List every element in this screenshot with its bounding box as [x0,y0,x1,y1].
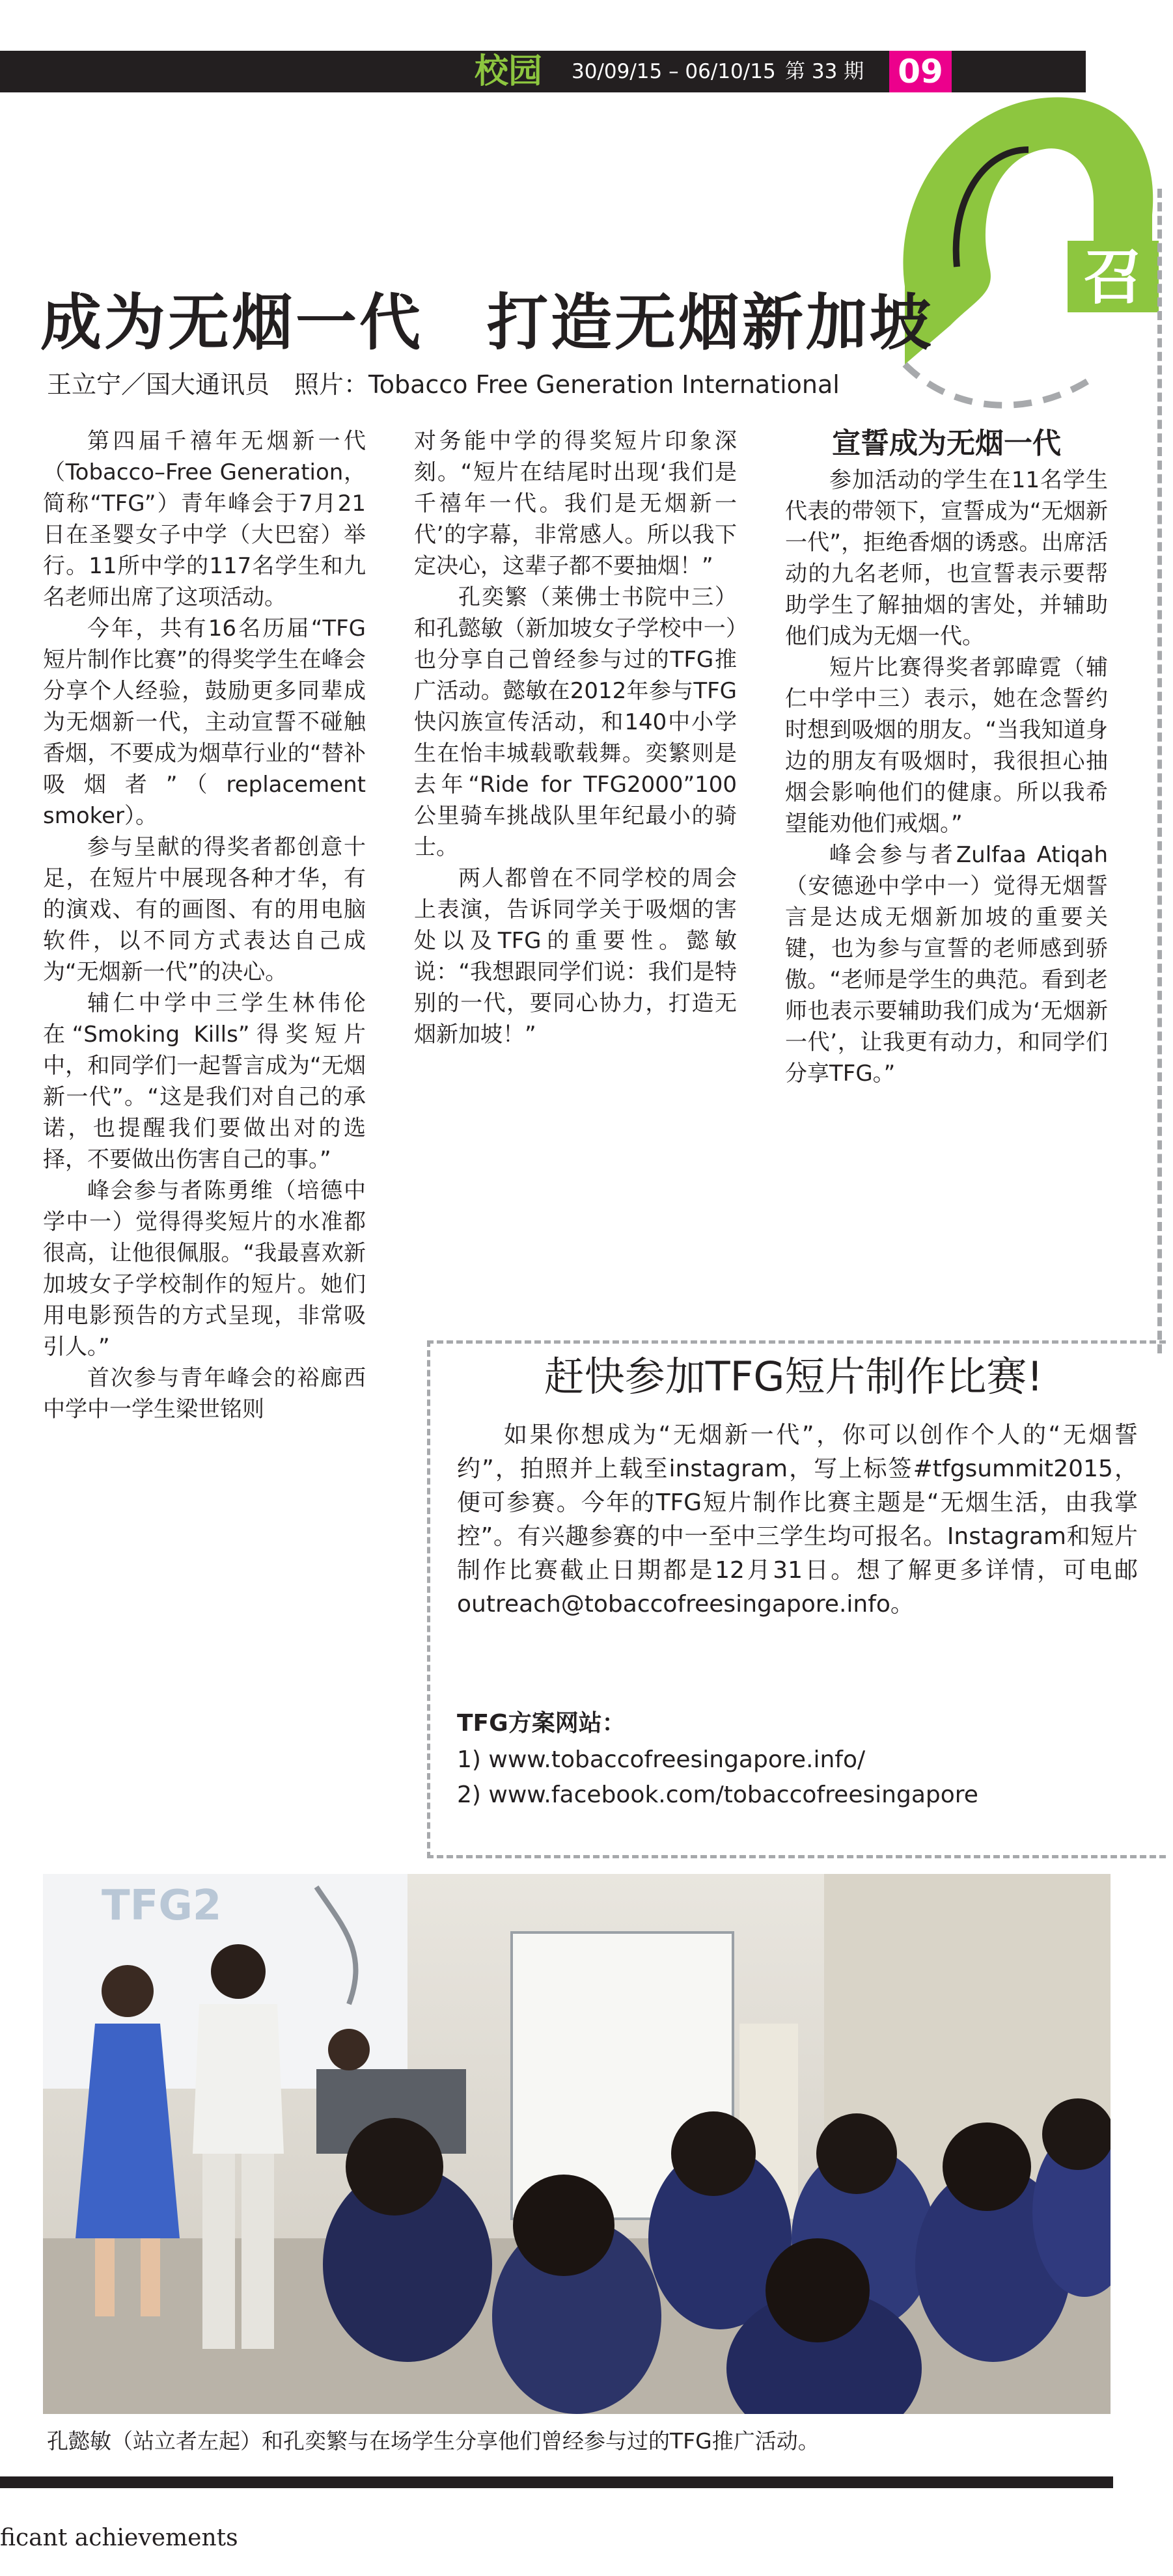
paragraph: 对务能中学的得奖短片印象深刻。“短片在结尾时出现‘我们是千禧年一代。我们是无烟新一代’的字幕，非常感人。所以我下定决心，这辈子都不要抽烟！” [414,428,737,579]
footer-fragment: ficant achievements [0,2525,238,2551]
headline: 成为无烟一代 打造无烟新加坡 [40,288,934,359]
paragraph: 两人都曾在不同学校的周会上表演，告诉同学关于吸烟的害处以及TFG的重要性。懿敏说：“我想跟同学们说：我们是特别的一代，要同心协力，打造无烟新加坡！” [414,865,737,1048]
logo-char: 召 [1083,243,1144,312]
boy-head [211,1944,266,1999]
article-column-2 [414,426,737,1050]
e-zhao-logo [879,52,1173,416]
photo-caption: 孔懿敏（站立者左起）和孔奕繁与在场学生分享他们曾经参与过的TFG推广活动。 [47,2428,820,2454]
contest-body [457,1418,1138,1621]
subheading: 宣誓成为无烟一代 [832,427,1061,460]
teacher-head [328,2029,370,2070]
issue-number: 第 33 期 [785,60,864,83]
logo-e-shape [903,97,1153,364]
paragraph: 参加活动的学生在11名学生代表的带领下，宣誓成为“无烟新一代”，拒绝香烟的诱惑。出席活动的九名老师，也宣誓表示要帮助学生了解抽烟的害处，并辅助他们成为无烟一代。 [785,467,1108,649]
section-title: 校园 [474,52,542,91]
audience-head [671,2111,756,2196]
paragraph: 第四届千禧年无烟新一代（Tobacco–Free Generation，简称“TFG”）青年峰会于7月21日在圣婴女子中学（大巴窑）举行。11所中学的117名学生和九名老师出席了这项活动。 [43,428,366,610]
audience-head [513,2175,614,2276]
event-photo [43,1874,1111,2414]
paragraph: 峰会参与者陈勇维（培德中学中一）觉得得奖短片的水准都很高，让他很佩服。“我最喜欢新加坡女子学校制作的短片。她们用电影预告的方式呈现，非常吸引人。” [43,1178,366,1360]
issue-dates: 30/09/15 – 06/10/15 [572,60,776,83]
sites-list [457,1742,978,1813]
paragraph: 首次参与青年峰会的裕廊西中学中一学生梁世铭则 [43,1365,366,1422]
bottom-rule [0,2476,1113,2488]
girl-leg [95,2238,115,2316]
audience-head [816,2113,897,2194]
screen-text: TFG2 [102,1882,222,1930]
boy-leg [242,2154,274,2349]
audience-head [1042,2098,1111,2170]
audience-head [943,2122,1031,2211]
contest-paragraph: 如果你想成为“无烟新一代”，你可以创作个人的“无烟誓约”，拍照并上载至instagram，写上标签#tfgsummit2015，便可参赛。今年的TFG短片制作比赛主题是“无烟生活，由我掌控”。有兴趣参赛的中一至中三学生均可报名。Instagram和短片制作比赛截止日期都是12月31日。想了解更多详情，可电邮outreach@tobaccofreesingapore.info。 [457,1422,1138,1618]
paragraph: 峰会参与者Zulfaa Atiqah（安德逊中学中一）觉得无烟誓言是达成无烟新加坡的重要关键，也为参与宣誓的老师感到骄傲。“老师是学生的典范。看到老师也表示要辅助我们成为‘无烟新一代’，让我更有动力，和同学们分享TFG。” [785,842,1108,1087]
paragraph: 参与呈献的得奖者都创意十足，在短片中展现各种才华，有的演戏、有的画图、有的用电脑软件，以不同方式表达自己成为“无烟新一代”的决心。 [43,834,366,985]
girl-head [102,1965,154,2017]
page-number: 09 [889,51,952,92]
paragraph: 辅仁中学中三学生林伟伦在“Smoking Kills”得奖短片中，和同学们一起誓言成为“无烟新一代”。“这是我们对自己的承诺，也提醒我们要做出对的选择，不要做出伤害自己的事。” [43,990,366,1173]
site-link[interactable]: 1) www.tobaccofreesingapore.info/ [457,1746,866,1773]
site-link[interactable]: 2) www.facebook.com/tobaccofreesingapore [457,1782,978,1808]
audience-head [766,2238,870,2342]
contest-title: 赶快参加TFG短片制作比赛! [544,1353,1043,1400]
article-column-3 [785,426,1108,1089]
girl-leg [141,2238,160,2316]
paragraph: 孔奕繁（莱佛士书院中三）和孔懿敏（新加坡女子学校中一）也分享自己曾经参与过的TFG推广活动。懿敏在2012年参与TFG快闪族宣传活动，和140中小学生在怡丰城载歌载舞。奕繁则是去年“Ride for TFG2000”100公里骑车挑战队里年纪最小的骑士。 [414,584,737,860]
boy-leg [202,2154,235,2349]
sites-title: TFG方案网站： [457,1710,626,1737]
article-column-1 [43,426,366,1425]
paragraph: 短片比赛得奖者郭暐霓（辅仁中学中三）表示，她在念誓约时想到吸烟的朋友。“当我知道身边的朋友有吸烟时，我很担心抽烟会影响他们的健康。所以我希望能劝他们戒烟。” [785,655,1108,837]
dashed-border-right [1157,189,1162,1353]
logo-dash-curve [905,364,1094,405]
byline: 王立宁／国大通讯员 照片：Tobacco Free Generation International [47,370,840,399]
paragraph: 今年，共有16名历届“TFG短片制作比赛”的得奖学生在峰会分享个人经验，鼓励更多同辈成为无烟新一代，主动宣誓不碰触香烟，不要成为烟草行业的“替补吸烟者”（replacement smoker）。 [43,616,366,829]
boy-shirt [193,2004,284,2154]
audience-head [346,2118,443,2216]
